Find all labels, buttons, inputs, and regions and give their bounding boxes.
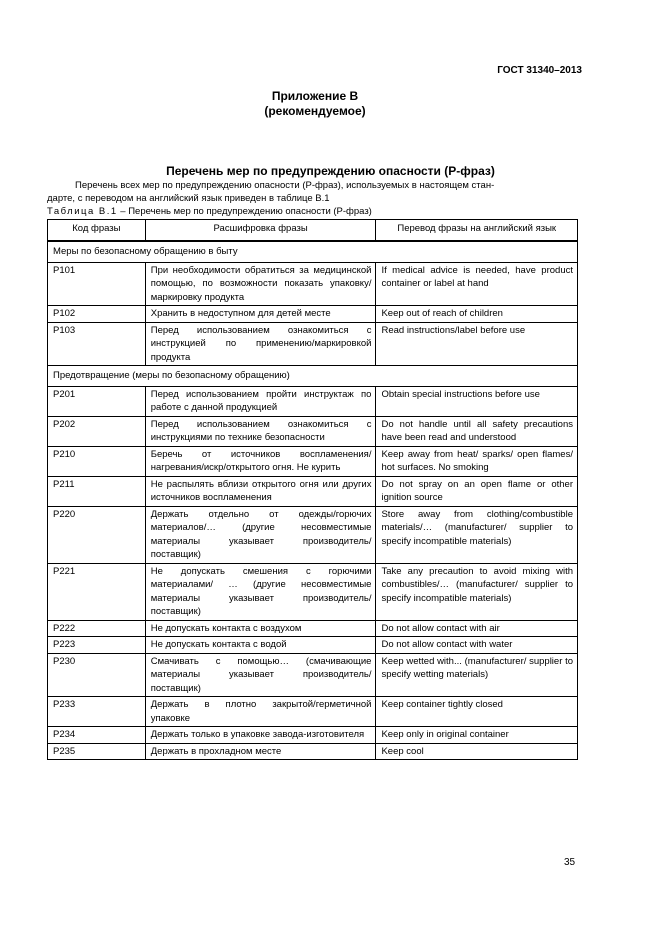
phrase-ru: При необходимости обратиться за медицинской помощью, по возможности показать упаковку/маркировку продукта bbox=[145, 262, 376, 306]
annex-status: (рекомендуемое) bbox=[264, 104, 366, 118]
phrase-code: Р234 bbox=[48, 727, 146, 744]
phrase-code: Р220 bbox=[48, 506, 146, 563]
phrase-code: Р102 bbox=[48, 306, 146, 323]
table-row bbox=[48, 322, 578, 366]
phrase-ru: Держать в прохладном месте bbox=[145, 743, 376, 760]
phrase-ru: Перед использованием пройти инструктаж по работе с данной продукцией bbox=[145, 386, 376, 416]
phrase-code: Р211 bbox=[48, 476, 146, 506]
phrase-ru: Перед использованием ознакомиться с инструкцией по применению/маркировкой продукта bbox=[145, 322, 376, 366]
table-row bbox=[48, 637, 578, 654]
section-title: Перечень мер по предупреждению опасности (Р-фраз) bbox=[166, 164, 495, 178]
phrase-ru: Смачивать с помощью… (смачивающие материалы указывает производитель/ поставщик) bbox=[145, 653, 376, 697]
p-phrases-table bbox=[47, 219, 578, 760]
table-row bbox=[48, 506, 578, 563]
table-row bbox=[48, 446, 578, 476]
section-label: Предотвращение (меры по безопасному обращению) bbox=[48, 366, 578, 387]
table-row bbox=[48, 743, 578, 760]
phrase-en: Do not spray on an open flame or other ignition source bbox=[376, 476, 578, 506]
phrase-ru: Не допускать смешения с горючими материалами/ … (другие несовместимые материалы указывает производитель/ поставщик) bbox=[145, 563, 376, 620]
section-label: Меры по безопасному обращению в быту bbox=[48, 241, 578, 262]
phrase-ru: Беречь от источников воспламенения/нагревания/искр/открытого огня. Не курить bbox=[145, 446, 376, 476]
phrase-en: Keep container tightly closed bbox=[376, 697, 578, 727]
phrase-code: Р202 bbox=[48, 416, 146, 446]
phrase-ru: Не допускать контакта с воздухом bbox=[145, 620, 376, 637]
intro-paragraph bbox=[47, 180, 578, 205]
phrase-ru: Не допускать контакта с водой bbox=[145, 637, 376, 654]
phrase-en: Do not allow contact with water bbox=[376, 637, 578, 654]
table-row bbox=[48, 727, 578, 744]
table-caption-label: Таблица В.1 bbox=[47, 206, 118, 217]
phrase-en: Obtain special instructions before use bbox=[376, 386, 578, 416]
section-row bbox=[48, 241, 578, 262]
phrase-ru: Держать в плотно закрытой/герметичной упаковке bbox=[145, 697, 376, 727]
phrase-en: Read instructions/label before use bbox=[376, 322, 578, 366]
phrase-en: Do not handle until all safety precautions have been read and understood bbox=[376, 416, 578, 446]
phrase-code: Р222 bbox=[48, 620, 146, 637]
intro-line-2: дарте, с переводом на английский язык приведен в таблице В.1 bbox=[47, 192, 330, 204]
table-header-row bbox=[48, 220, 578, 242]
phrase-code: Р210 bbox=[48, 446, 146, 476]
table-caption-text: – Перечень мер по предупреждению опасности (Р-фраз) bbox=[117, 206, 372, 217]
table-row bbox=[48, 476, 578, 506]
table-row bbox=[48, 697, 578, 727]
table-row bbox=[48, 386, 578, 416]
phrase-en: Store away from clothing/combustible materials/… (manufacturer/ supplier to specify incompatible materials) bbox=[376, 506, 578, 563]
phrase-en: Keep out of reach of children bbox=[376, 306, 578, 323]
phrase-code: Р223 bbox=[48, 637, 146, 654]
section-row bbox=[48, 366, 578, 387]
phrase-en: Keep wetted with... (manufacturer/ supplier to specify wetting materials) bbox=[376, 653, 578, 697]
phrase-code: Р230 bbox=[48, 653, 146, 697]
phrase-code: Р235 bbox=[48, 743, 146, 760]
phrase-code: Р221 bbox=[48, 563, 146, 620]
phrase-code: Р201 bbox=[48, 386, 146, 416]
header-decoding: Расшифровка фразы bbox=[145, 220, 376, 242]
phrase-en: Take any precaution to avoid mixing with combustibles/… (manufacturer/ supplier to specify incompatible materials) bbox=[376, 563, 578, 620]
header-translation: Перевод фразы на английский язык bbox=[376, 220, 578, 242]
phrase-en: Keep cool bbox=[376, 743, 578, 760]
table-row bbox=[48, 416, 578, 446]
phrase-ru: Хранить в недоступном для детей месте bbox=[145, 306, 376, 323]
header-code: Код фразы bbox=[48, 220, 146, 242]
annex-heading bbox=[0, 89, 630, 119]
standard-number: ГОСТ 31340–2013 bbox=[497, 65, 582, 76]
table-row bbox=[48, 620, 578, 637]
phrase-en: Do not allow contact with air bbox=[376, 620, 578, 637]
phrase-ru: Держать только в упаковке завода-изготовителя bbox=[145, 727, 376, 744]
phrase-ru: Не распылять вблизи открытого огня или других источников воспламенения bbox=[145, 476, 376, 506]
table-row bbox=[48, 306, 578, 323]
annex-title: Приложение В bbox=[271, 89, 359, 103]
phrase-code: Р101 bbox=[48, 262, 146, 306]
page-number: 35 bbox=[564, 857, 576, 868]
phrase-en: Keep only in original container bbox=[376, 727, 578, 744]
intro-line-1: Перечень всех мер по предупреждению опасности (Р-фраз), используемых в настоящем стан- bbox=[75, 180, 495, 191]
table-row bbox=[48, 563, 578, 620]
phrase-en: Keep away from heat/ sparks/ open flames/ hot surfaces. No smoking bbox=[376, 446, 578, 476]
table-caption bbox=[47, 206, 372, 217]
phrase-ru: Перед использованием ознакомиться с инструкциями по технике безопасности bbox=[145, 416, 376, 446]
phrase-code: Р103 bbox=[48, 322, 146, 366]
table-row bbox=[48, 653, 578, 697]
phrase-en: If medical advice is needed, have product container or label at hand bbox=[376, 262, 578, 306]
phrase-ru: Держать отдельно от одежды/горючих материалов/… (другие несовместимые материалы указывает производитель/ поставщик) bbox=[145, 506, 376, 563]
table-row bbox=[48, 262, 578, 306]
phrase-code: Р233 bbox=[48, 697, 146, 727]
